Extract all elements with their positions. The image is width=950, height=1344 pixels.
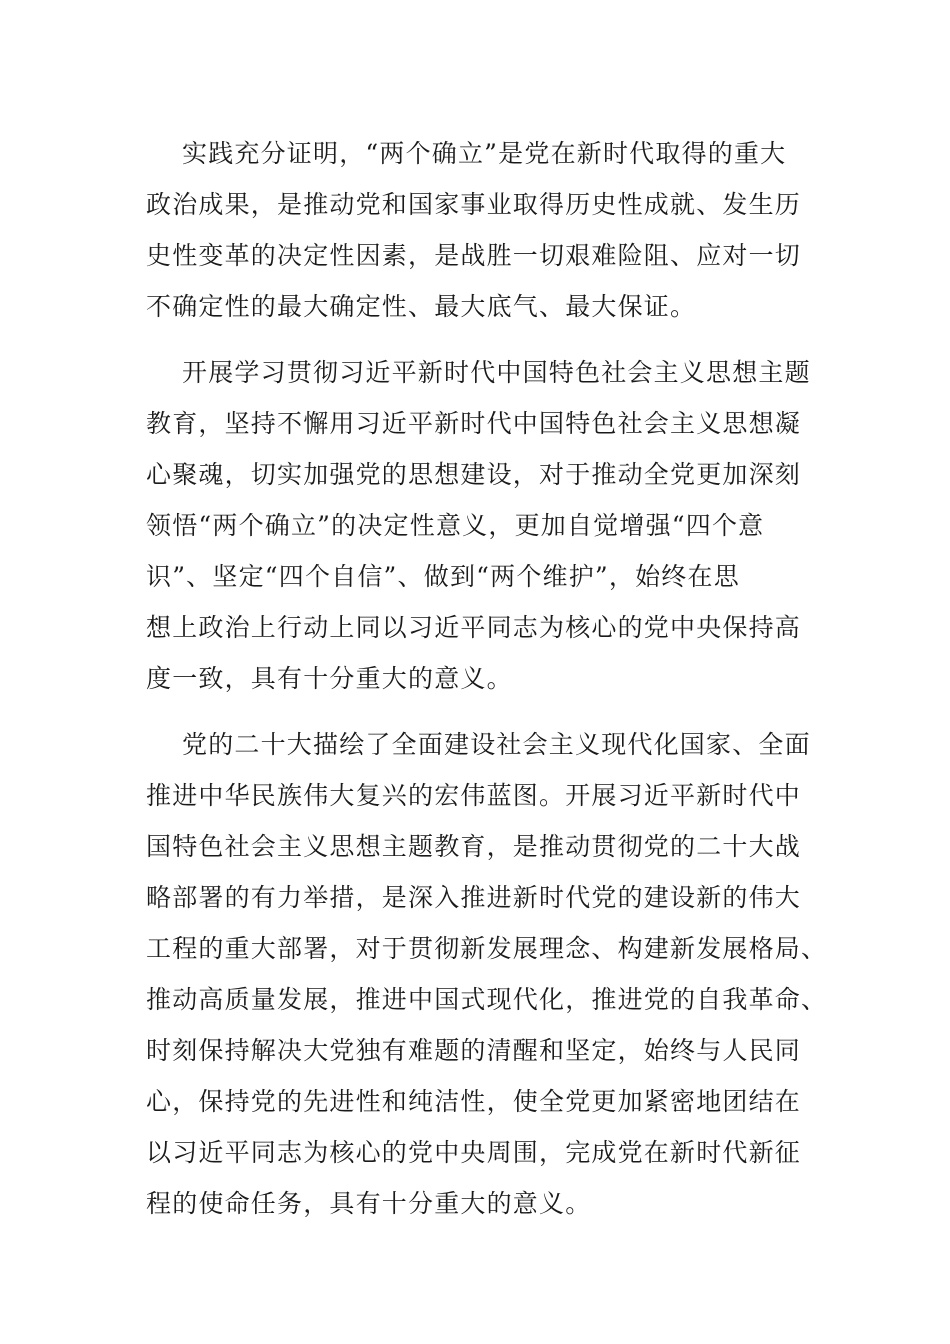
paragraph-line: 时刻保持解决大党独有难题的清醒和坚定，始终与人民同	[146, 1036, 802, 1065]
paragraph-line: 工程的重大部署，对于贯彻新发展理念、构建新发展格局、	[146, 934, 828, 963]
paragraph-line: 党的二十大描绘了全面建设社会主义现代化国家、全面	[182, 730, 811, 759]
paragraph-line: 开展学习贯彻习近平新时代中国特色社会主义思想主题	[182, 358, 811, 387]
paragraph-spacer	[146, 332, 806, 347]
paragraph-line: 略部署的有力举措，是深入推进新时代党的建设新的伟大	[146, 883, 802, 912]
paragraph-line: 推动高质量发展，推进中国式现代化，推进党的自我革命、	[146, 985, 828, 1014]
paragraph-line: 实践充分证明，“两个确立”是党在新时代取得的重大	[182, 139, 787, 168]
paragraph-line: 以习近平同志为核心的党中央周围，完成党在新时代新征	[146, 1138, 802, 1167]
paragraph-2	[146, 347, 811, 704]
paragraph-line: 心聚魂，切实加强党的思想建设，对于推动全党更加深刻	[146, 460, 802, 489]
paragraph-3	[146, 719, 828, 1229]
paragraph-line: 识”、坚定“四个自信”、做到“两个维护”，始终在思	[146, 562, 740, 591]
paragraph-line: 度一致，具有十分重大的意义。	[146, 664, 513, 693]
paragraph-line: 程的使命任务，具有十分重大的意义。	[146, 1189, 592, 1218]
paragraph-line: 史性变革的决定性因素，是战胜一切艰难险阻、应对一切	[146, 241, 802, 270]
paragraph-line: 教育，坚持不懈用习近平新时代中国特色社会主义思想凝	[146, 409, 802, 438]
paragraph-spacer	[146, 704, 806, 719]
paragraph-line: 政治成果，是推动党和国家事业取得历史性成就、发生历	[146, 190, 802, 219]
paragraph-line: 国特色社会主义思想主题教育，是推动贯彻党的二十大战	[146, 832, 802, 861]
document-body	[146, 128, 828, 1229]
paragraph-1	[146, 128, 806, 332]
paragraph-line: 心，保持党的先进性和纯洁性，使全党更加紧密地团结在	[146, 1087, 802, 1116]
paragraph-line: 想上政治上行动上同以习近平同志为核心的党中央保持高	[146, 613, 802, 642]
paragraph-line: 领悟“两个确立”的决定性意义，更加自觉增强“四个意	[146, 511, 765, 540]
paragraph-line: 推进中华民族伟大复兴的宏伟蓝图。开展习近平新时代中	[146, 781, 802, 810]
paragraph-line: 不确定性的最大确定性、最大底气、最大保证。	[146, 292, 697, 321]
